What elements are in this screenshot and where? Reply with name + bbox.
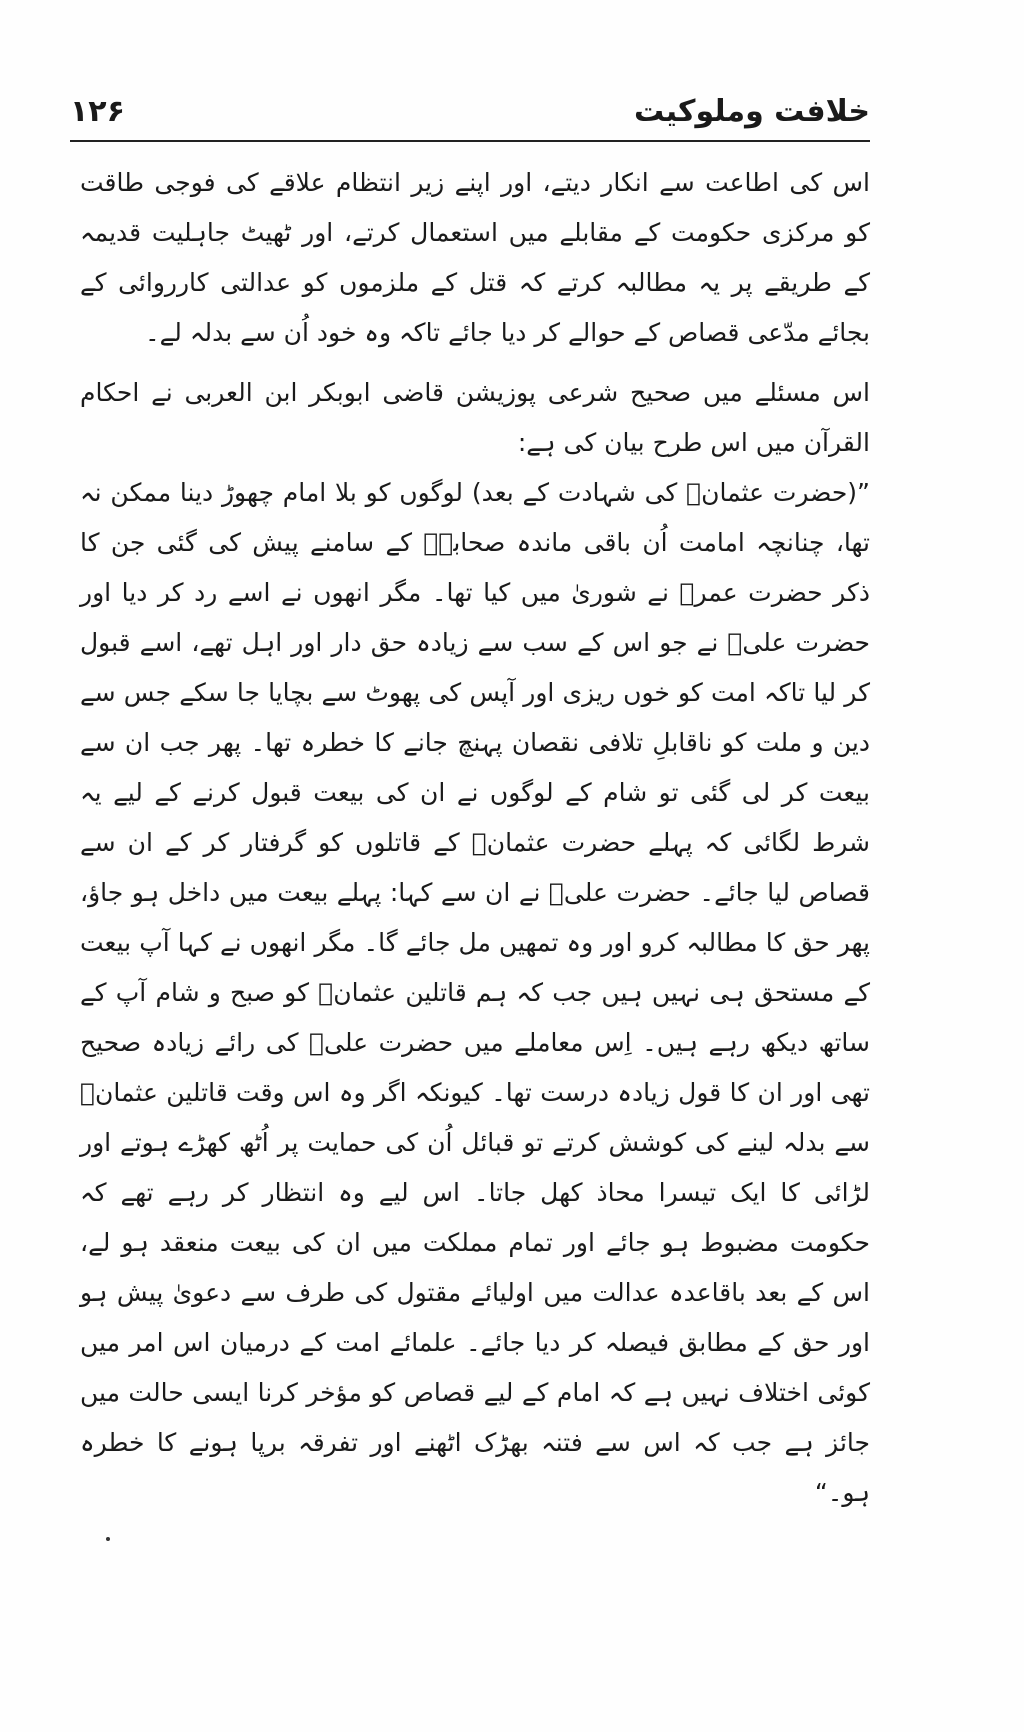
running-title: خلافت وملوکیت (634, 94, 870, 129)
quoted-paragraph: ”(حضرت عثمانؓ کی شہادت کے بعد) لوگوں کو بلا امام چھوڑ دینا ممکن نہ تھا، چنانچہ امامت اُن باقی ماندہ صحابہؓ کے سامنے پیش کی گئی جن کا ذکر حضرت عمرؓ نے شوریٰ میں کیا تھا۔ مگر انھوں نے اسے رد کر دیا اور حضرت علیؓ نے جو اس کے سب سے زیادہ حق دار اور اہل تھے، اسے قبول کر لیا تاکہ امت کو خوں ریزی اور آپس کی پھوٹ سے بچایا جا سکے جس سے دین و ملت کو ناقابلِ تلافی نقصان پہنچ جانے کا خطرہ تھا۔ پھر جب ان سے بیعت کر لی گئی تو شام کے لوگوں نے ان کی بیعت قبول کرنے کے لیے یہ شرط لگائی کہ پہلے حضرت عثمانؓ کے قاتلوں کو گرفتار کر کے ان سے قصاص لیا جائے۔ حضرت علیؓ نے ان سے کہا: پہلے بیعت میں داخل ہو جاؤ، پھر حق کا مطالبہ کرو اور وہ تمھیں مل جائے گا۔ مگر انھوں نے کہا آپ بیعت کے مستحق ہی نہیں ہیں جب کہ ہم قاتلین عثمانؓ کو صبح و شام آپ کے ساتھ دیکھ رہے ہیں۔ اِس معاملے میں حضرت علیؓ کی رائے زیادہ صحیح تھی اور ان کا قول زیادہ درست تھا۔ کیونکہ اگر وہ اس وقت قاتلین عثمانؓ سے بدلہ لینے کی کوشش کرتے تو قبائل اُن کی حمایت پر اُٹھ کھڑے ہوتے اور لڑائی کا ایک تیسرا محاذ کھل جاتا۔ اس لیے وہ انتظار کر رہے تھے کہ حکومت مضبوط ہو جائے اور تمام مملکت میں ان کی بیعت منعقد ہو لے، اس کے بعد باقاعدہ عدالت میں اولیائے مقتول کی طرف سے دعویٰ پیش ہو اور حق کے مطابق فیصلہ کر دیا جائے۔ علمائے امت کے درمیان اس امر میں کوئی اختلاف نہیں ہے کہ امام کے لیے قصاص کو مؤخر کرنا ایسی حالت میں جائز ہے جب کہ اس سے فتنہ بھڑک اٹھنے اور تفرقہ برپا ہونے کا خطرہ ہو۔“ (80, 478, 870, 1507)
stray-mark (106, 1537, 110, 1541)
paragraph-2: اس مسئلے میں صحیح شرعی پوزیشن قاضی ابوبکر ابن العربی نے احکام القرآن میں اس طرح بیان کی ہے: (80, 378, 870, 457)
page-header (70, 92, 870, 138)
page-number: ۱۲۶ (70, 94, 125, 129)
header-rule (70, 140, 870, 142)
paragraph-1: اس کی اطاعت سے انکار دیتے، اور اپنے زیر انتظام علاقے کی فوجی طاقت کو مرکزی حکومت کے مقابلے میں استعمال کرتے، اور ٹھیٹ جاہلیت قدیمہ کے طریقے پر یہ مطالبہ کرتے کہ قتل کے ملزموں کو عدالتی کارروائی کے بجائے مدّعی قصاص کے حوالے کر دیا جائے تاکہ وہ خود اُن سے بدلہ لے۔ (80, 168, 870, 347)
page-body (80, 158, 870, 1518)
